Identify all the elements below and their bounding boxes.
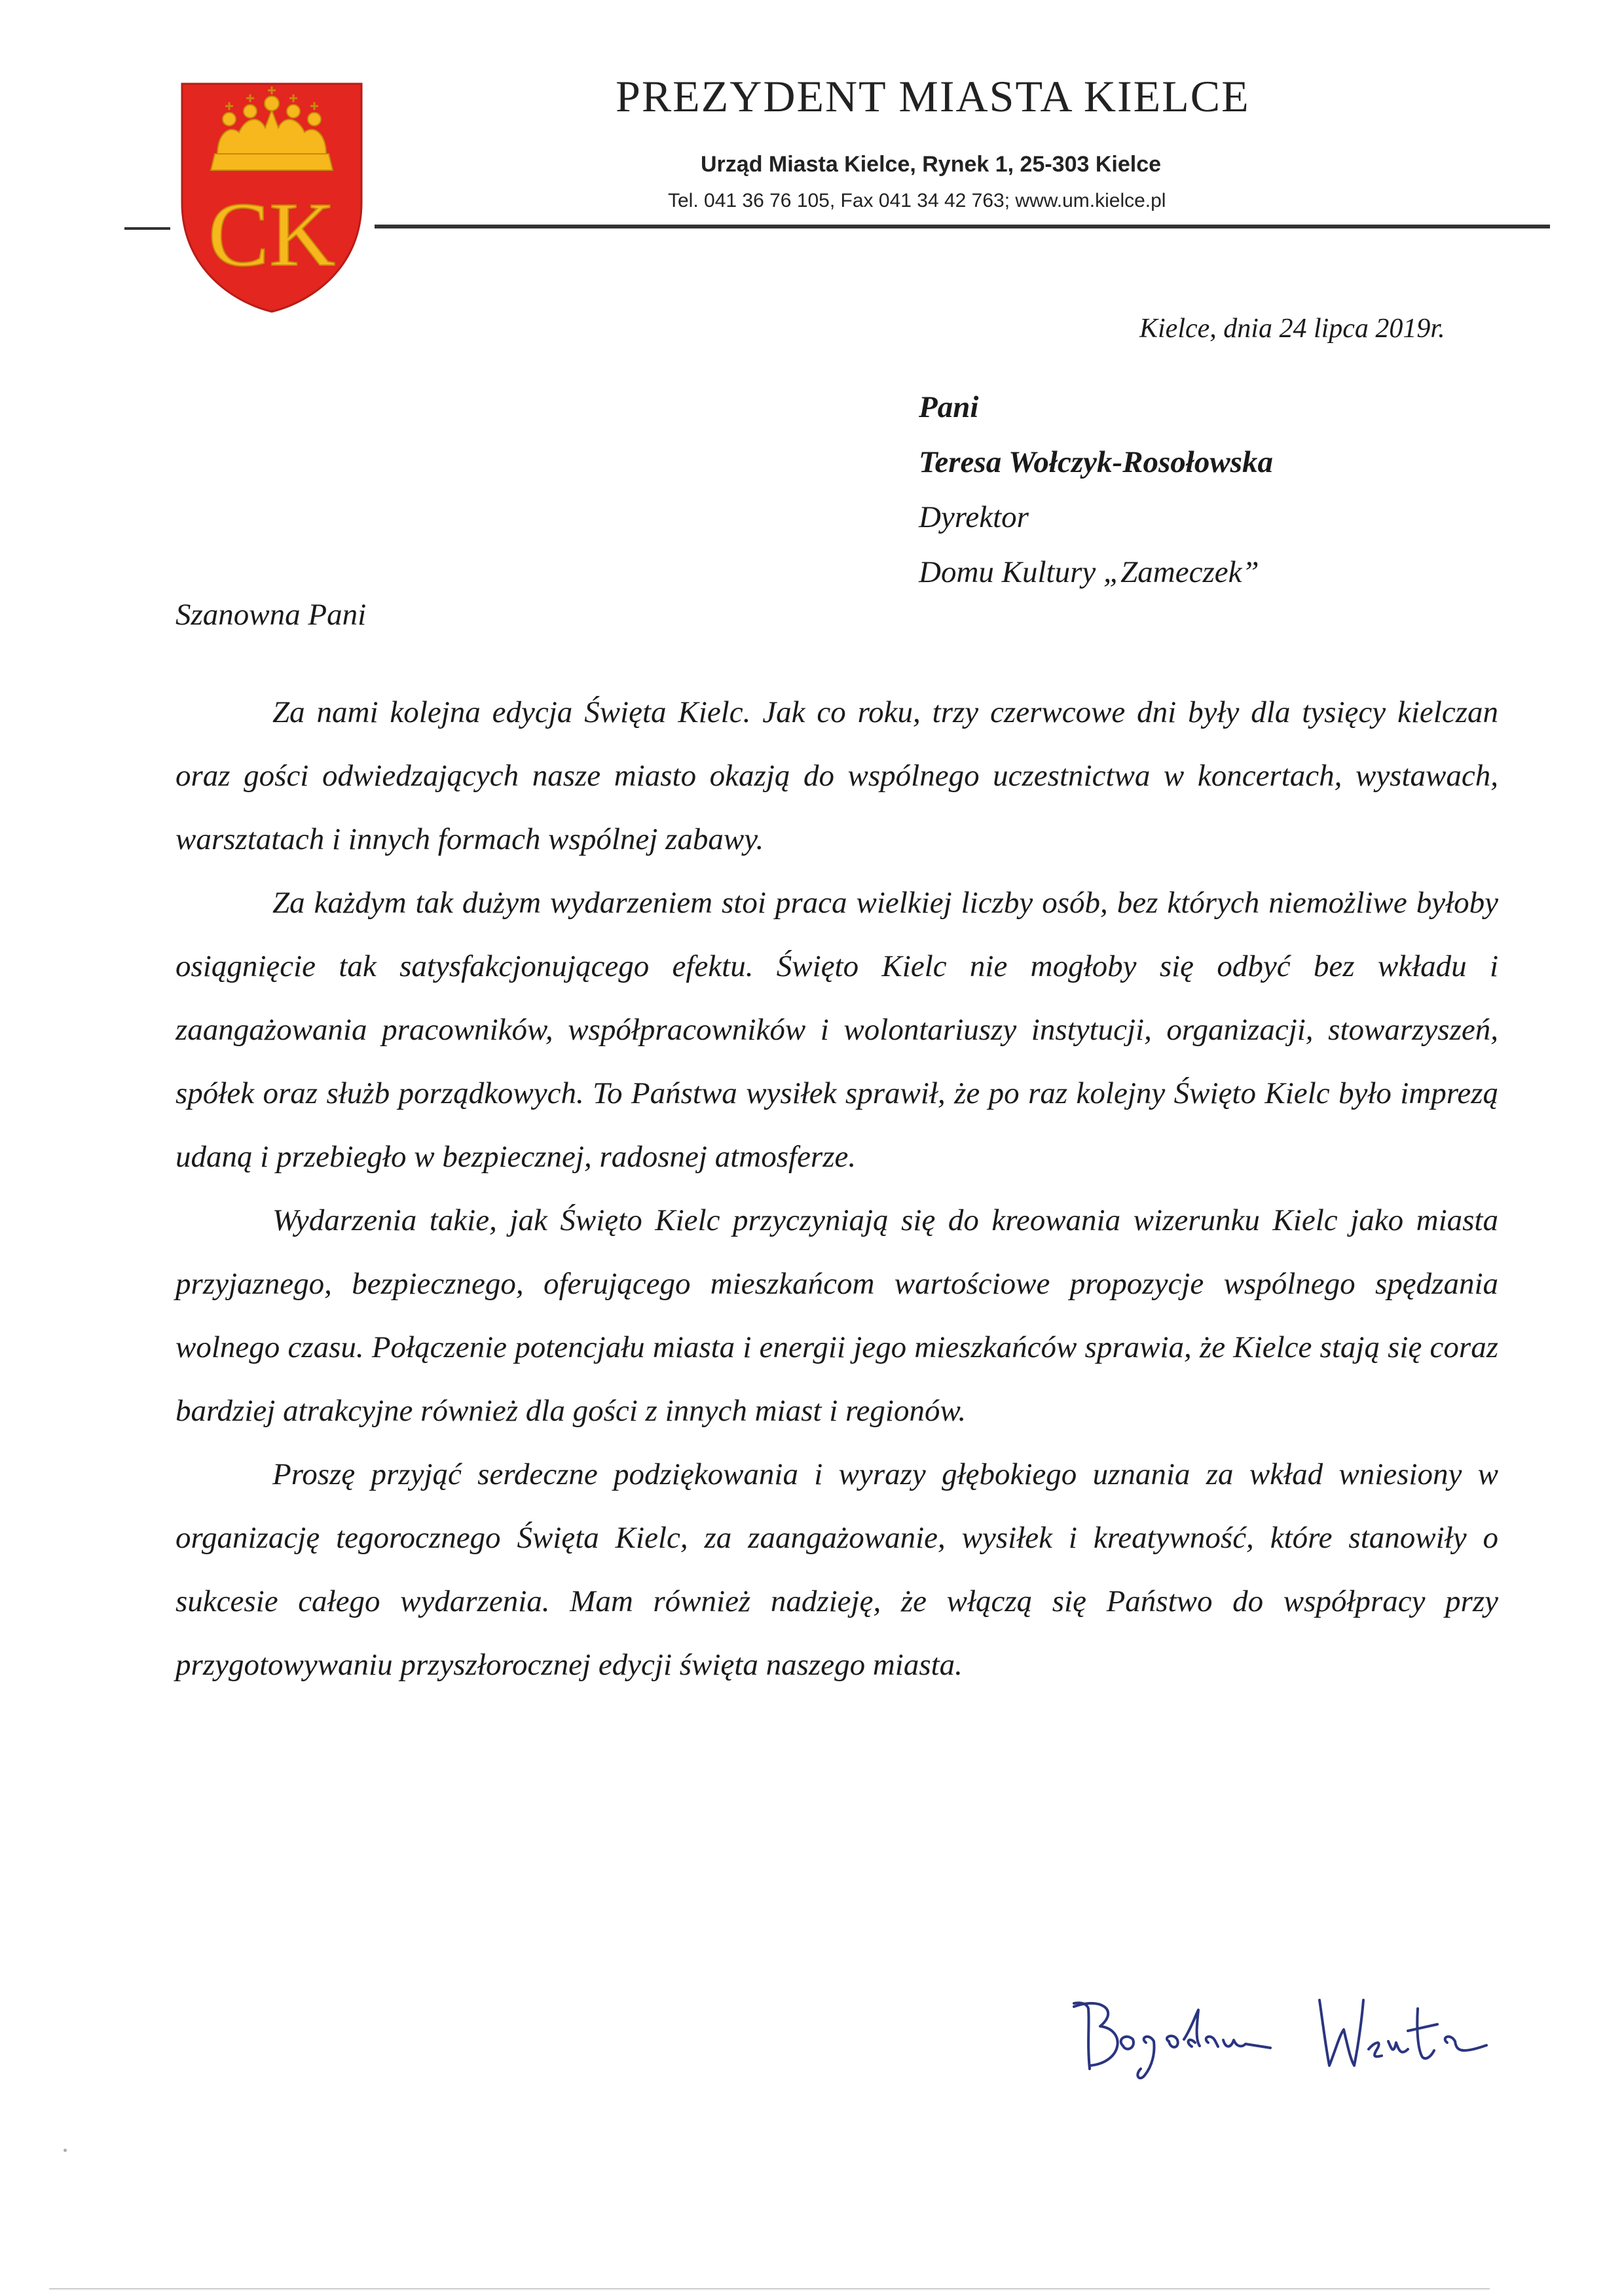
coat-letters: CK	[208, 184, 336, 285]
scan-speck	[64, 2149, 67, 2152]
recipient-name: Teresa Wołczyk-Rosołowska	[919, 445, 1273, 479]
handwritten-signature	[1061, 1977, 1519, 2088]
recipient-block	[919, 380, 1456, 600]
letter-date: Kielce, dnia 24 lipca 2019r.	[1139, 314, 1445, 344]
recipient-institution: Domu Kultury „Zameczek”	[919, 555, 1259, 589]
paragraph: Proszę przyjąć serdeczne podziękowania i wyrazy głębokiego uznania za wkład wniesiony w organizację tegorocznego Święta Kielc, za zaangażowanie, wysiłek i kreatywność, które stanowiły o sukcesie całego wydarzenia. Mam również nadzieję, że włączą się Państwo do współpracy przy przygotowywaniu przyszłorocznej edycji święta naszego miasta.	[175, 1457, 1498, 1682]
letter-body	[175, 681, 1498, 1697]
office-contact: Tel. 041 36 76 105, Fax 041 34 42 763; www.um.kielce.pl	[668, 190, 1166, 211]
office-address: Urząd Miasta Kielce, Rynek 1, 25-303 Kielce	[701, 152, 1162, 177]
salutation: Szanowna Pani	[175, 598, 367, 632]
scan-speck	[49, 2288, 1490, 2289]
paragraph: Za nami kolejna edycja Święta Kielc. Jak co roku, trzy czerwcowe dni były dla tysięcy kielczan oraz gości odwiedzających nasze miasto okazją do wspólnego uczestnictwa w koncertach, wystawach, warsztatach i innych formach wspólnej zabawy.	[175, 695, 1498, 856]
paragraph: Za każdym tak dużym wydarzeniem stoi praca wielkiej liczby osób, bez których niemożliwe byłoby osiągnięcie tak satysfakcjonującego efektu. Święto Kielc nie mogłoby się odbyć bez wkładu i zaangażowania pracowników, współpracowników i wolontariuszy instytucji, organizacji, stowarzyszeń, spółek oraz służb porządkowych. To Państwa wysiłek sprawił, że po raz kolejny Święto Kielc było imprezą udaną i przebiegło w bezpiecznej, radosnej atmosferze.	[175, 886, 1498, 1174]
office-title: PREZYDENT MIASTA KIELCE	[616, 71, 1250, 121]
paragraph: Wydarzenia takie, jak Święto Kielc przyczyniają się do kreowania wizerunku Kielc jako miasta przyjaznego, bezpiecznego, oferującego mieszkańcom wartościowe propozycje wspólnego spędzania wolnego czasu. Połączenie potencjału miasta i energii jego mieszkańców sprawia, że Kielce stają się coraz bardziej atrakcyjne również dla gości z innych miast i regionów.	[175, 1203, 1498, 1428]
recipient-position: Dyrektor	[919, 500, 1029, 534]
header-rule-right	[375, 225, 1550, 228]
header-rule-left	[124, 227, 170, 230]
city-coat-of-arms	[177, 79, 367, 314]
recipient-salutation-word: Pani	[919, 390, 979, 424]
